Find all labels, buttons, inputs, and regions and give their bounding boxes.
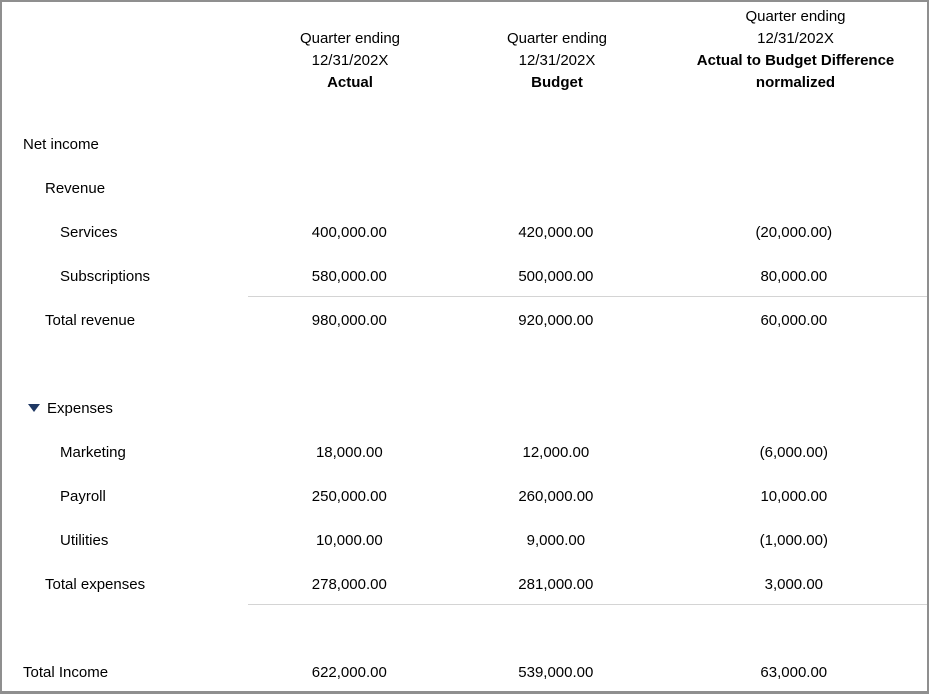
actual-value: 250,000.00	[311, 487, 387, 505]
difference-value: (1,000.00)	[759, 531, 828, 549]
table-row	[2, 386, 927, 430]
difference-value: (6,000.00)	[759, 443, 828, 461]
difference-value: 3,000.00	[764, 575, 823, 593]
column-period-line: Quarter ending	[745, 8, 846, 25]
collapse-expenses-icon[interactable]	[28, 404, 40, 412]
table-row	[2, 562, 927, 606]
column-header-actual	[248, 28, 452, 94]
row-label-text: Expenses	[47, 399, 113, 417]
budget-value: 9,000.00	[526, 531, 586, 549]
column-header-budget	[452, 28, 662, 94]
row-label-text: Total expenses	[45, 575, 146, 593]
difference-value: 80,000.00	[760, 267, 828, 285]
column-period-line: Quarter ending	[299, 30, 401, 47]
table-row	[2, 474, 927, 518]
row-label-text: Utilities	[60, 531, 109, 549]
row-label-text: Marketing	[60, 443, 126, 461]
column-period-line: 12/31/202X	[757, 30, 834, 47]
row-label-text: Payroll	[60, 487, 106, 505]
column-title: Budget	[531, 74, 583, 91]
table-row	[2, 430, 927, 474]
row-label	[2, 664, 248, 681]
table-row	[2, 518, 927, 562]
actual-value: 622,000.00	[311, 663, 387, 681]
actual-value: 18,000.00	[315, 443, 383, 461]
budget-value: 281,000.00	[518, 575, 594, 593]
column-header-difference	[662, 6, 929, 94]
difference-value: 60,000.00	[760, 311, 828, 329]
budget-value: 539,000.00	[518, 663, 594, 681]
actual-value: 580,000.00	[311, 267, 387, 285]
row-label	[2, 576, 248, 593]
column-title-line2: normalized	[755, 74, 836, 91]
row-label	[2, 532, 248, 549]
row-label-text: Subscriptions	[60, 267, 151, 285]
table-row	[2, 298, 927, 342]
actual-value: 278,000.00	[311, 575, 387, 593]
table-row	[2, 166, 927, 210]
subtotal-rule	[248, 604, 927, 605]
difference-value: 10,000.00	[760, 487, 828, 505]
row-label	[2, 488, 248, 505]
column-period-line: Quarter ending	[506, 30, 608, 47]
row-label	[2, 224, 248, 241]
row-label	[2, 180, 248, 197]
row-label-text: Total Income	[23, 663, 109, 681]
row-label-text: Services	[60, 223, 118, 241]
row-label-text: Total revenue	[45, 311, 136, 329]
actual-value: 10,000.00	[315, 531, 383, 549]
row-label	[2, 312, 248, 329]
budget-value: 420,000.00	[518, 223, 594, 241]
budget-value: 500,000.00	[518, 267, 594, 285]
table-row	[2, 210, 927, 254]
table-row	[2, 122, 927, 166]
budget-value: 12,000.00	[522, 443, 590, 461]
budget-value: 260,000.00	[518, 487, 594, 505]
table-row	[2, 650, 927, 694]
subtotal-rule	[248, 296, 927, 297]
column-period-line: 12/31/202X	[518, 52, 596, 69]
row-label	[2, 268, 248, 285]
row-label	[2, 400, 248, 417]
difference-value: (20,000.00)	[755, 223, 833, 241]
difference-value: 63,000.00	[760, 663, 828, 681]
budget-value: 920,000.00	[518, 311, 594, 329]
row-label	[2, 444, 248, 461]
column-period-line: 12/31/202X	[311, 52, 389, 69]
row-label-text: Revenue	[45, 179, 106, 197]
column-title: Actual to Budget Difference	[696, 52, 895, 69]
row-label	[2, 136, 248, 153]
actual-value: 400,000.00	[311, 223, 387, 241]
table-row	[2, 254, 927, 298]
actual-value: 980,000.00	[311, 311, 387, 329]
column-title: Actual	[327, 74, 373, 91]
row-label-text: Net income	[23, 135, 99, 153]
